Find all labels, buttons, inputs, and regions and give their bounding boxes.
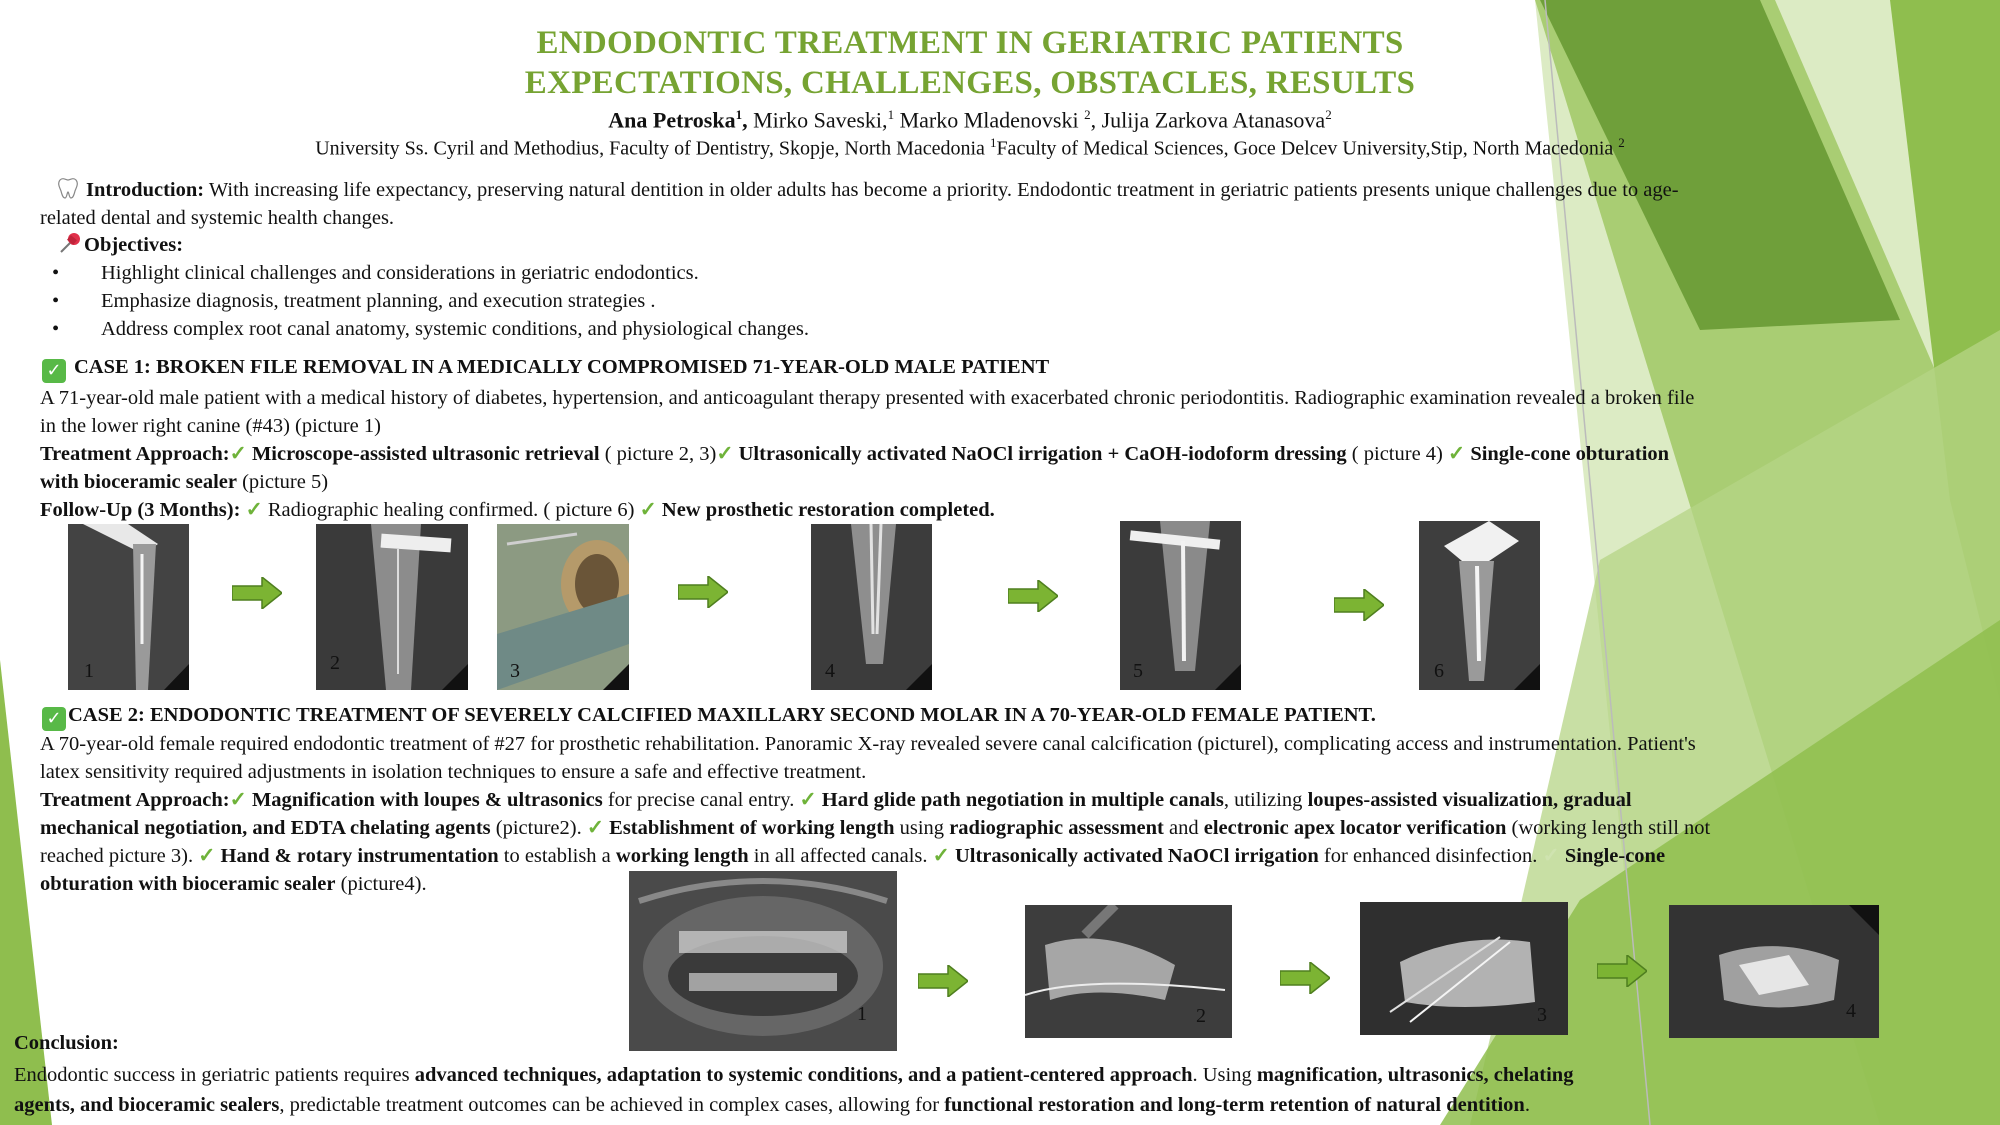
affiliation-line [0, 135, 1940, 161]
check-icon: ✓ [639, 499, 657, 521]
bullet-1: • [52, 262, 60, 284]
objective-item-2: Emphasize diagnosis, treatment planning, and execution strategies . [101, 290, 656, 312]
case2-b5: radiographic assessment [949, 817, 1164, 839]
case2-b6: electronic apex locator verification [1203, 817, 1507, 839]
poster-title-line2: EXPECTATIONS, CHALLENGES, OBSTACLES, RESULTS [524, 65, 1416, 101]
arrow-right-icon [1008, 580, 1058, 612]
arrow-right-icon [678, 576, 728, 608]
case2-desc-2: latex sensitivity required adjustments in isolation techniques to ensure a safe and effective treatment. [40, 761, 867, 783]
case2-t2: , utilizing [1223, 789, 1308, 811]
case2-picture-4-label: 4 [1846, 1000, 1856, 1022]
case1-desc-2: in the lower right canine (#43) (picture 1) [40, 415, 381, 437]
case1-fu-b1: New prosthetic restoration completed. [656, 499, 995, 521]
bullet-3: • [52, 318, 60, 340]
case1-ta-label: Treatment Approach: [40, 443, 230, 465]
case2-t4: using [894, 817, 950, 839]
case1-picture-4-label: 4 [825, 660, 835, 682]
case2-t5: and [1163, 817, 1204, 839]
check-icon: ✓ [716, 443, 734, 465]
case2-treatment-line2 [40, 814, 1960, 842]
case2-heading [42, 704, 1376, 731]
case2-t10: (picture4). [335, 873, 427, 895]
case2-treatment-line3 [40, 842, 1960, 870]
conclusion-t1: Endodontic success in geriatric patients requires [14, 1064, 415, 1086]
case1-ta-t1: ( picture 2, 3) [599, 443, 717, 465]
intro-text: With increasing life expectancy, preserving natural dentition in older adults has become a priority. Endodontic treatment in geriatric patients presents unique challenges due to age- [204, 179, 1679, 201]
case1-fu-label: Follow-Up (3 Months): [40, 499, 241, 521]
case2-t9: for enhanced disinfection. [1318, 845, 1543, 867]
objectives-label: Objectives: [84, 234, 184, 256]
case2-treatment-line4 [40, 870, 427, 898]
case2-picture-3-label: 3 [1537, 1004, 1547, 1026]
author-2: Mirko Saveski, [747, 107, 888, 133]
intro-line2: related dental and systemic health changes. [40, 207, 395, 229]
case2-t6b: reached picture 3). [40, 845, 199, 867]
arrow-right-icon [232, 577, 282, 609]
case2-t1: for precise canal entry. [602, 789, 800, 811]
pushpin-icon [58, 232, 84, 254]
case1-ta-t3: (picture 5) [236, 471, 329, 493]
check-icon: ✓ [229, 443, 247, 465]
case2-heading-text: CASE 2: ENDODONTIC TREATMENT OF SEVERELY CALCIFIED MAXILLARY SECOND MOLAR IN A 70-YEAR-OLD FEMALE PATIENT. [68, 704, 1376, 726]
author-2-sup: 1 [887, 107, 895, 122]
objective-item-3: Address complex root canal anatomy, systemic conditions, and physiological changes. [101, 318, 810, 340]
case2-b9: Ultrasonically activated NaOCl irrigation [949, 845, 1319, 867]
case1-desc-1: A 71-year-old male patient with a medical history of diabetes, hypertension, and anticoagulant therapy presented with exacerbated chronic periodontitis. Radiographic examination revealed a broken file [40, 387, 1695, 409]
affiliation-2: Faculty of Medical Sciences, Goce Delcev University,Stip, North Macedonia [996, 137, 1619, 160]
poster-title-line1: ENDODONTIC TREATMENT IN GERIATRIC PATIENTS [536, 25, 1404, 61]
affiliation-sup2: 2 [1618, 135, 1625, 150]
case1-ta-t2: ( picture 4) [1346, 443, 1448, 465]
case1-ta-b3: Single-cone obturation [1465, 443, 1670, 465]
objectives-heading [58, 231, 183, 259]
arrow-right-icon [918, 965, 968, 997]
case2-ta-label: Treatment Approach: [40, 789, 230, 811]
case1-followup [40, 496, 995, 524]
affiliation-1: University Ss. Cyril and Methodius, Faculty of Dentistry, Skopje, North Macedonia [315, 137, 990, 160]
case1-picture-2-label: 2 [330, 652, 340, 674]
author-1-comma: , [742, 107, 748, 133]
case1-treatment-line2 [40, 468, 328, 496]
conclusion-line1 [14, 1061, 1974, 1089]
checkbox-icon: ✓ [42, 359, 66, 383]
case2-t8: in all affected canals. [748, 845, 933, 867]
case2-desc-1: A 70-year-old female required endodontic treatment of #27 for prosthetic rehabilitation. Panoramic X-ray revealed severe canal calcification (picturel), complicating access and instrumentation. Patient's [40, 733, 1696, 755]
case1-picture-1-label: 1 [84, 660, 94, 682]
check-icon: ✓ [1448, 443, 1466, 465]
checkbox-icon: ✓ [42, 707, 66, 731]
author-1-sup: 1 [735, 107, 743, 122]
objectives-list [0, 259, 900, 349]
case2-b2: Hard glide path negotiation in multiple canals [816, 789, 1224, 811]
conclusion-b2: magnification, ultrasonics, chelating [1256, 1064, 1574, 1086]
case1-picture-6-label: 6 [1434, 660, 1444, 682]
case1-picture-5-label: 5 [1133, 660, 1143, 682]
case2-b3b: mechanical negotiation, and EDTA chelating agents [40, 817, 491, 839]
case1-ta-b3b: with bioceramic sealer [40, 471, 237, 493]
author-3: Marko Mladenovski [894, 107, 1085, 133]
check-icon: ✓ [229, 789, 247, 811]
check-icon: ✓ [799, 789, 817, 811]
intro-line1 [56, 176, 1886, 204]
case1-heading-text: CASE 1: BROKEN FILE REMOVAL IN A MEDICALLY COMPROMISED 71-YEAR-OLD MALE PATIENT [74, 356, 1050, 378]
tooth-icon [56, 177, 80, 199]
case1-picture-3-label: 3 [510, 660, 520, 682]
check-icon: ✓ [198, 845, 216, 867]
conclusion-label: Conclusion: [14, 1032, 119, 1054]
case2-b4: Establishment of working length [604, 817, 895, 839]
case2-b3: loupes-assisted visualization, gradual [1307, 789, 1632, 811]
case2-b10b: obturation with bioceramic sealer [40, 873, 336, 895]
arrow-right-icon [1334, 589, 1384, 621]
case1-treatment-line1 [40, 440, 1940, 468]
case2-picture-1-label: 1 [857, 1003, 867, 1025]
case2-t6: (working length still not [1506, 817, 1711, 839]
conclusion-t3: , predictable treatment outcomes can be achieved in complex cases, allowing for [279, 1094, 945, 1116]
case2-t3: (picture2). [490, 817, 587, 839]
check-icon: ✓ [245, 499, 263, 521]
intro-label: Introduction: [86, 179, 205, 201]
author-3-sup: 2 [1084, 107, 1091, 122]
case1-heading [42, 356, 1049, 383]
arrow-right-icon [1597, 955, 1647, 987]
arrow-right-icon [1280, 962, 1330, 994]
check-icon: ✓ [586, 817, 605, 839]
conclusion-b3: functional restoration and long-term retention of natural dentition [944, 1094, 1525, 1116]
author-4: , Julija Zarkova Atanasova [1090, 107, 1326, 133]
case1-ta-b1: Microscope-assisted ultrasonic retrieval [246, 443, 600, 465]
objective-item-1: Highlight clinical challenges and considerations in geriatric endodontics. [101, 262, 699, 284]
case2-b8: working length [615, 845, 749, 867]
conclusion-line2 [14, 1091, 1974, 1119]
check-icon: ✓ [932, 845, 950, 867]
case2-b1: Magnification with loupes & ultrasonics [246, 789, 603, 811]
conclusion-b1: advanced techniques, adaptation to systemic conditions, and a patient-centered approach [414, 1064, 1193, 1086]
bullet-2: • [52, 290, 60, 312]
case2-b7: Hand & rotary instrumentation [215, 845, 499, 867]
case1-fu-t1: Radiographic healing confirmed. ( picture 6) [262, 499, 640, 521]
case2-picture-2-label: 2 [1196, 1005, 1206, 1027]
authors-line [0, 107, 1940, 133]
conclusion-t2: . Using [1192, 1064, 1257, 1086]
affiliation-sup1: 1 [989, 135, 997, 150]
conclusion-b2b: agents, and bioceramic sealers [14, 1094, 280, 1116]
check-icon: ✓ [1542, 845, 1560, 867]
case2-t7: to establish a [498, 845, 616, 867]
case1-ta-b2: Ultrasonically activated NaOCl irrigation + CaOH-iodoform dressing [733, 443, 1347, 465]
author-1: Ana Petroska [608, 107, 736, 133]
case2-treatment-line1 [40, 786, 1960, 814]
case2-b10: Single-cone [1559, 845, 1666, 867]
author-4-sup: 2 [1325, 107, 1332, 122]
conclusion-t4: . [1524, 1094, 1530, 1116]
